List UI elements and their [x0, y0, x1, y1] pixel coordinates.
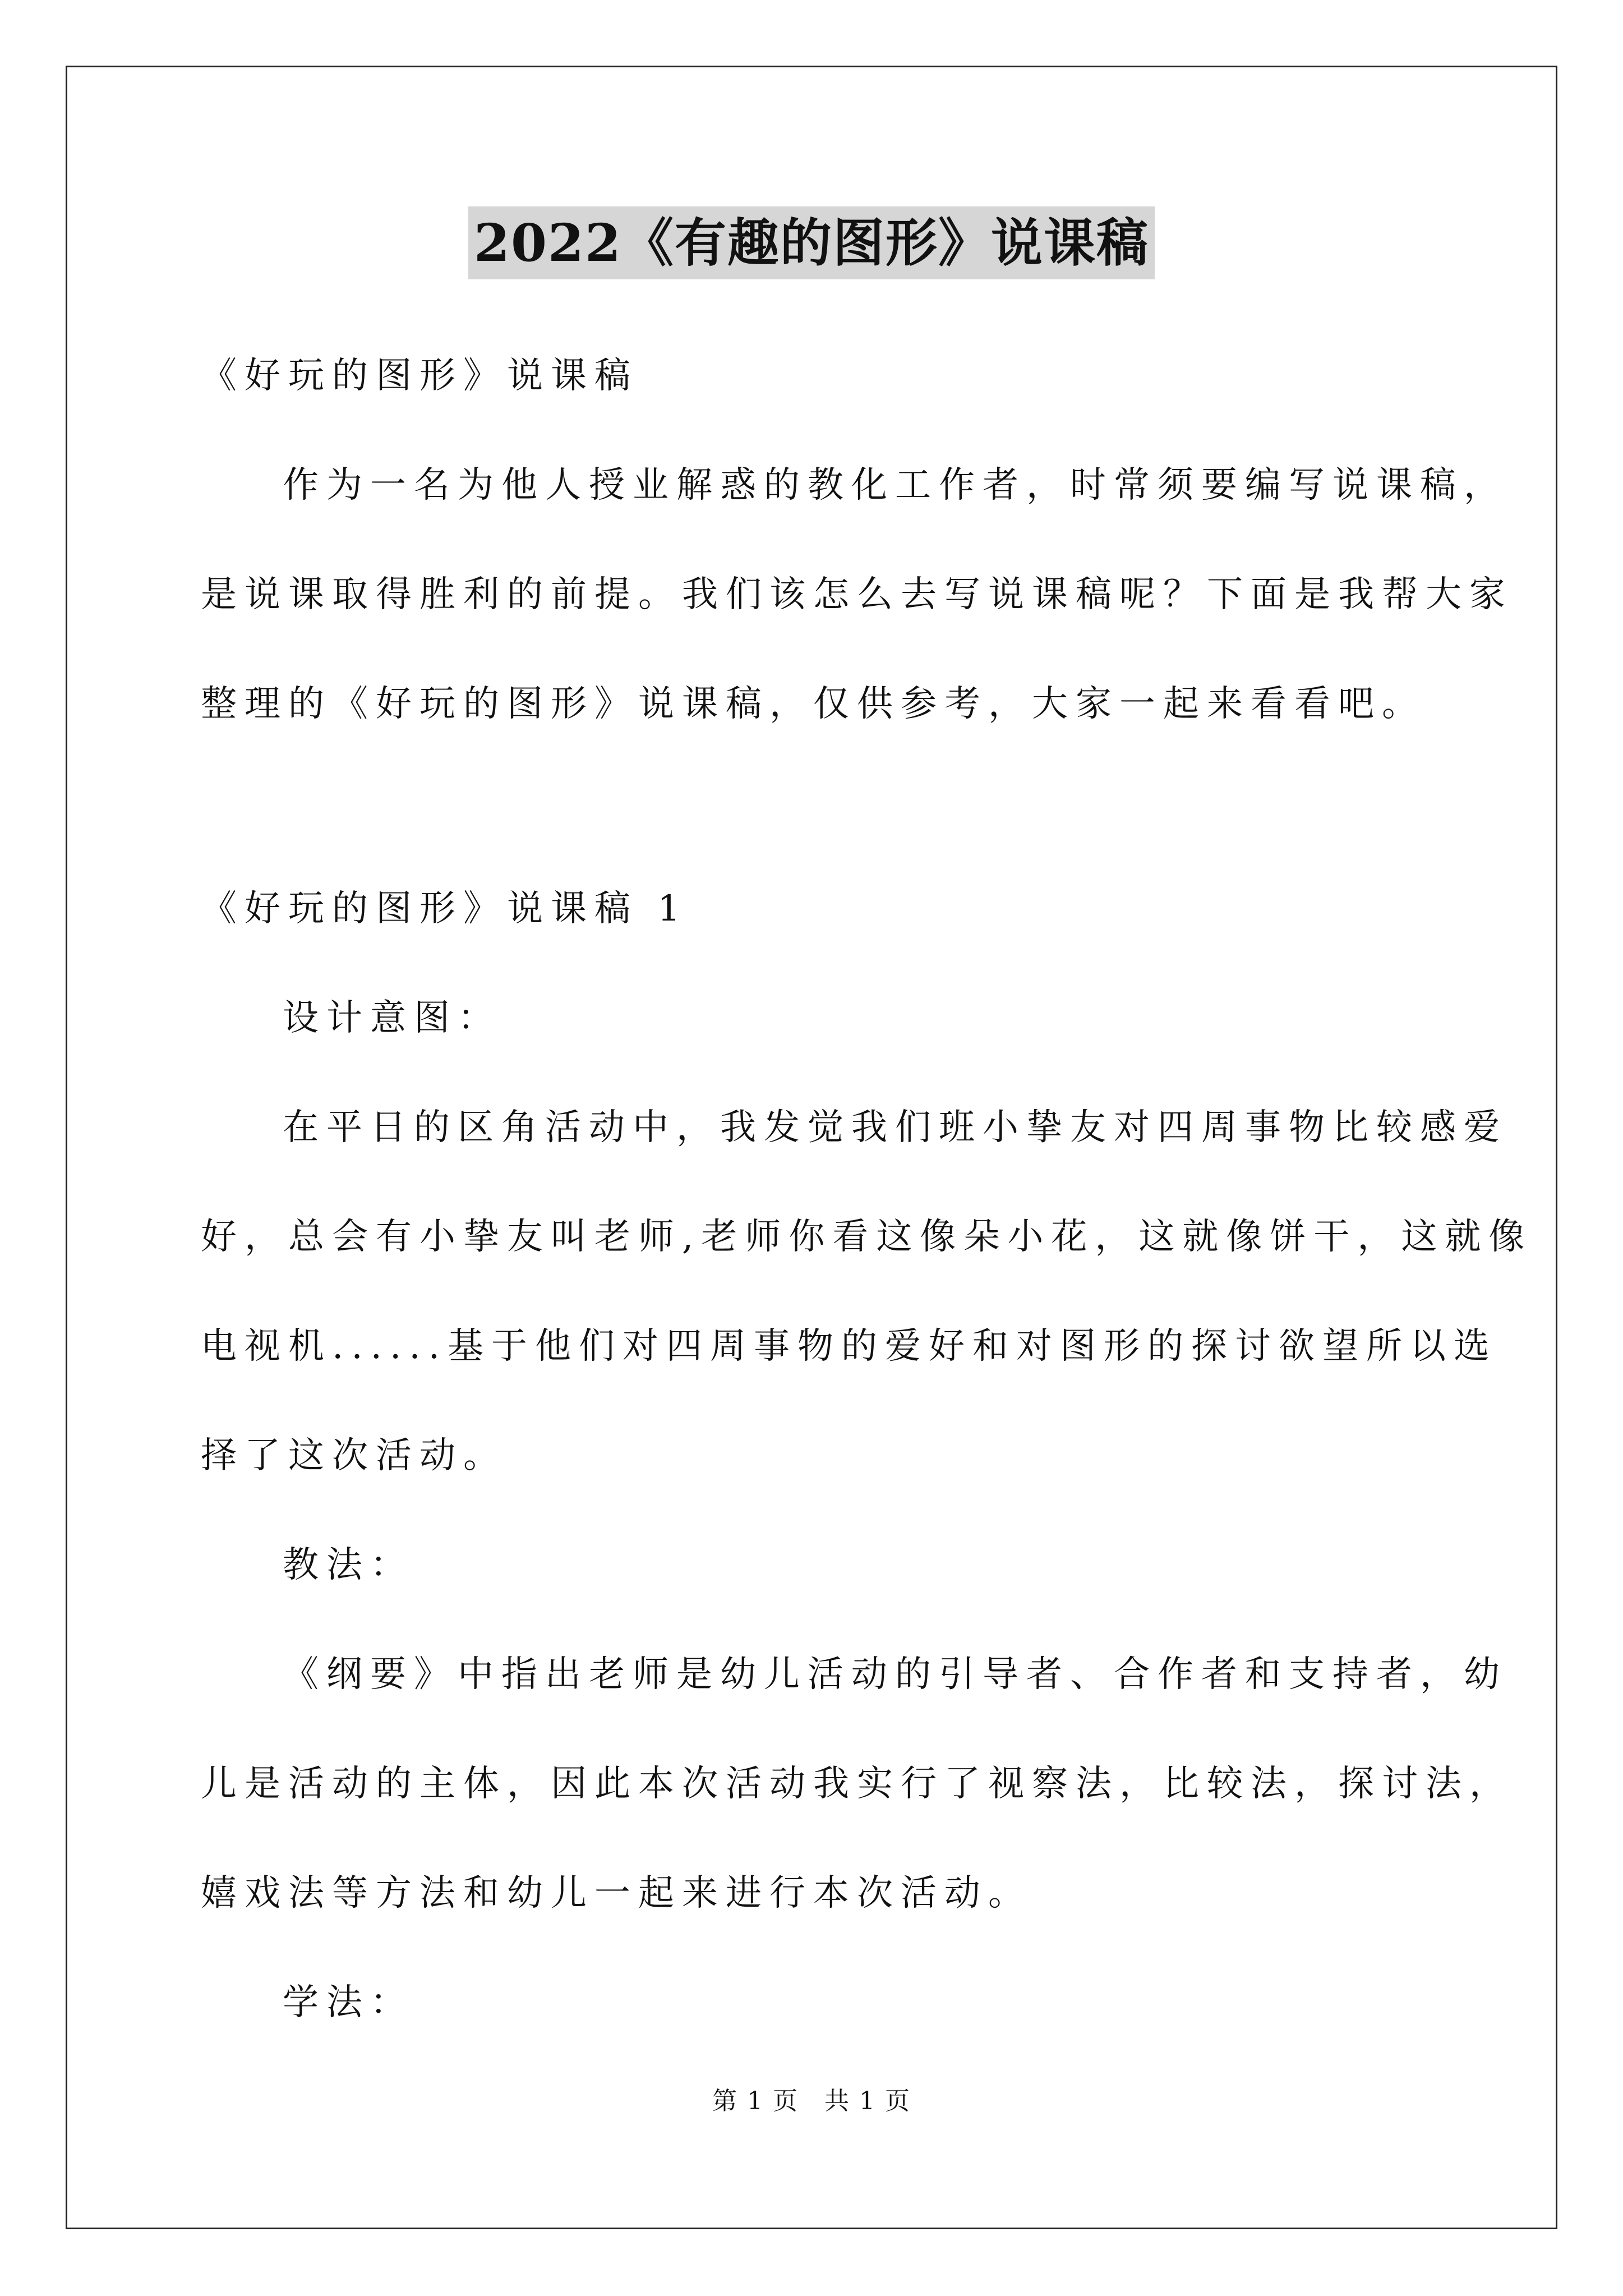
page-footer: 第 1 页 共 1 页 [712, 2087, 911, 2115]
section-heading: 《好玩的图形》说课稿 1 [201, 888, 689, 930]
design-line-1: 在平日的区角活动中，我发觉我们班小挚友对四周事物比较感爱 [283, 1107, 1507, 1148]
subtitle: 《好玩的图形》说课稿 [201, 355, 638, 397]
teach-label: 教法： [283, 1544, 414, 1586]
design-line-3: 电视机......基于他们对四周事物的爱好和对图形的探讨欲望所以选 [201, 1326, 1498, 1367]
intro-line-3: 整理的《好玩的图形》说课稿，仅供参考，大家一起来看看吧。 [201, 683, 1426, 725]
intro-line-2: 是说课取得胜利的前提。我们该怎么去写说课稿呢？下面是我帮大家 [201, 574, 1513, 615]
design-label: 设计意图： [283, 997, 501, 1039]
teach-line-2: 儿是活动的主体，因此本次活动我实行了视察法，比较法，探讨法， [201, 1763, 1513, 1805]
learn-label: 学法： [283, 1982, 414, 2023]
design-line-2: 好，总会有小挚友叫老师,老师你看这像朵小花，这就像饼干，这就像 [201, 1216, 1533, 1258]
design-line-4: 择了这次活动。 [201, 1435, 507, 1476]
teach-line-3: 嬉戏法等方法和幼儿一起来进行本次活动。 [201, 1872, 1032, 1914]
title-container [0, 206, 1623, 279]
document-title: 2022《有趣的图形》说课稿 [468, 206, 1155, 279]
teach-line-1: 《纲要》中指出老师是幼儿活动的引导者、合作者和支持者，幼 [283, 1654, 1507, 1695]
intro-line-1: 作为一名为他人授业解惑的教化工作者，时常须要编写说课稿， [283, 464, 1507, 506]
